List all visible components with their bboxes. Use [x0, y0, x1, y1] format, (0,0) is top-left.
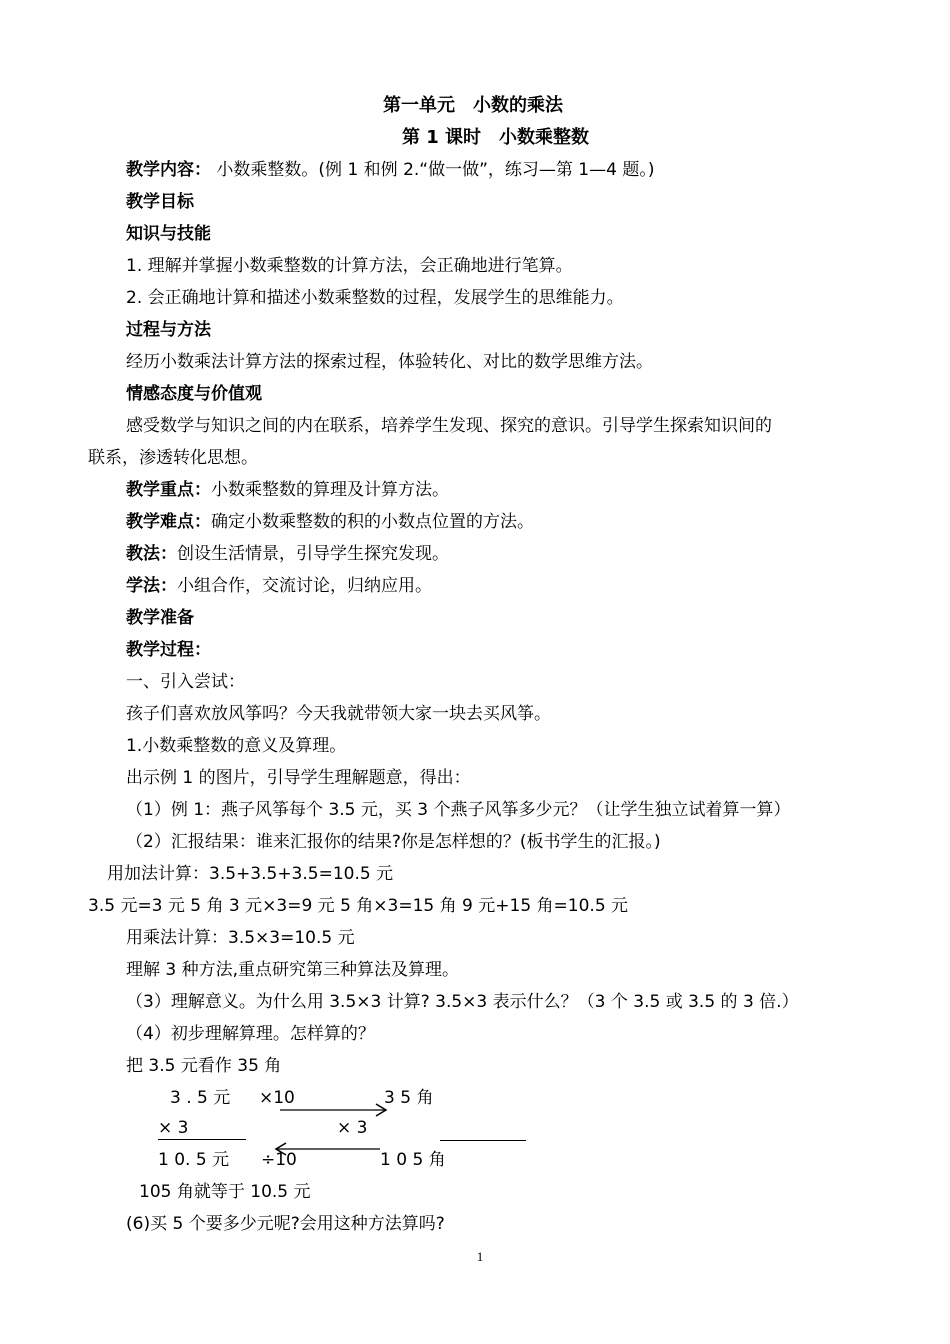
- method-label: 教法：: [126, 544, 177, 564]
- difficulty-text: 确定小数乘整数的积的小数点位置的方法。: [211, 512, 534, 532]
- teaching-content-text: 小数乘整数。(例 1 和例 2.“做一做”，练习—第 1—4 题。): [216, 160, 655, 180]
- question-3: （3）理解意义。为什么用 3.5×3 计算? 3.5×3 表示什么？（3 个 3.5 或 3.5 的 3 倍.）: [126, 992, 799, 1012]
- calc-underline-left: [158, 1139, 246, 1140]
- calc-bottom-left: 1 0. 5 元: [158, 1150, 230, 1170]
- unit-title: 第一单元 小数的乘法: [383, 95, 563, 116]
- teaching-content: [126, 159, 654, 181]
- understand-methods: 理解 3 种方法,重点研究第三种算法及算理。: [126, 960, 460, 980]
- knowledge-item-1: 1. 理解并掌握小数乘整数的计算方法，会正确地进行笔算。: [126, 256, 573, 276]
- conversion-method: 3.5 元=3 元 5 角 3 元×3=9 元 5 角×3=15 角 9 元+15 角=10.5 元: [88, 896, 629, 916]
- question-2: （2）汇报结果：谁来汇报你的结果?你是怎样想的？(板书学生的汇报。): [126, 832, 661, 852]
- show-example-text: 出示例 1 的图片，引导学生理解题意，得出：: [126, 768, 471, 788]
- knowledge-item-2: 2. 会正确地计算和描述小数乘整数的过程，发展学生的思维能力。: [126, 288, 624, 308]
- calc-bottom-right: 1 0 5 角: [380, 1150, 446, 1170]
- teaching-goals-heading: 教学目标: [126, 192, 194, 212]
- calc-top-right: 3 5 角: [384, 1088, 434, 1108]
- teaching-difficulty: [126, 511, 534, 533]
- calc-mult-left: × 3: [158, 1118, 189, 1138]
- teaching-content-label: 教学内容：: [126, 160, 211, 180]
- treat-as-jiao: 把 3.5 元看作 35 角: [126, 1056, 282, 1076]
- teaching-method: [126, 543, 449, 565]
- addition-method: 用加法计算：3.5+3.5+3.5=10.5 元: [107, 864, 394, 884]
- calc-top-left: 3 . 5 元: [170, 1088, 231, 1108]
- emotion-text-line-1: 感受数学与知识之间的内在联系，培养学生发现、探究的意识。引导学生探索知识间的: [126, 416, 772, 436]
- calc-div-ten: ÷10: [261, 1150, 297, 1170]
- calc-mult-right: × 3: [337, 1118, 368, 1138]
- process-heading: 过程与方法: [126, 320, 211, 340]
- difficulty-label: 教学难点：: [126, 512, 211, 532]
- page-number: 1: [476, 1249, 484, 1264]
- study-label: 学法：: [126, 576, 177, 596]
- emotion-text-line-2: 联系，渗透转化思想。: [88, 448, 258, 468]
- question-6: (6)买 5 个要多少元呢?会用这种方法算吗?: [126, 1214, 445, 1234]
- key-point-label: 教学重点：: [126, 480, 211, 500]
- preparation-heading: 教学准备: [126, 608, 194, 628]
- knowledge-heading: 知识与技能: [126, 224, 211, 244]
- calc-underline-right: [440, 1140, 526, 1141]
- procedure-heading: 教学过程：: [126, 640, 211, 660]
- lesson-title: 第 1 课时 小数乘整数: [402, 127, 590, 148]
- study-text: 小组合作，交流讨论，归纳应用。: [177, 576, 432, 596]
- multiplication-method: 用乘法计算：3.5×3=10.5 元: [126, 928, 355, 948]
- equals-statement: 105 角就等于 10.5 元: [139, 1182, 311, 1202]
- intro-text: 孩子们喜欢放风筝吗？今天我就带领大家一块去买风筝。: [126, 704, 551, 724]
- method-text: 创设生活情景，引导学生探究发现。: [177, 544, 449, 564]
- study-method: [126, 575, 432, 597]
- calc-times-ten: ×10: [259, 1088, 295, 1108]
- step-one-heading: 一、引入尝试：: [126, 672, 245, 692]
- right-arrow-icon: [280, 1103, 390, 1117]
- key-point-text: 小数乘整数的算理及计算方法。: [211, 480, 449, 500]
- emotion-heading: 情感态度与价值观: [126, 384, 262, 404]
- meaning-heading: 1.小数乘整数的意义及算理。: [126, 736, 347, 756]
- question-4: （4）初步理解算理。怎样算的？: [126, 1024, 375, 1044]
- teaching-key-point: [126, 479, 449, 501]
- process-text: 经历小数乘法计算方法的探索过程，体验转化、对比的数学思维方法。: [126, 352, 653, 372]
- question-1: （1）例 1：燕子风筝每个 3.5 元，买 3 个燕子风筝多少元？（让学生独立试着算一算）: [126, 800, 791, 820]
